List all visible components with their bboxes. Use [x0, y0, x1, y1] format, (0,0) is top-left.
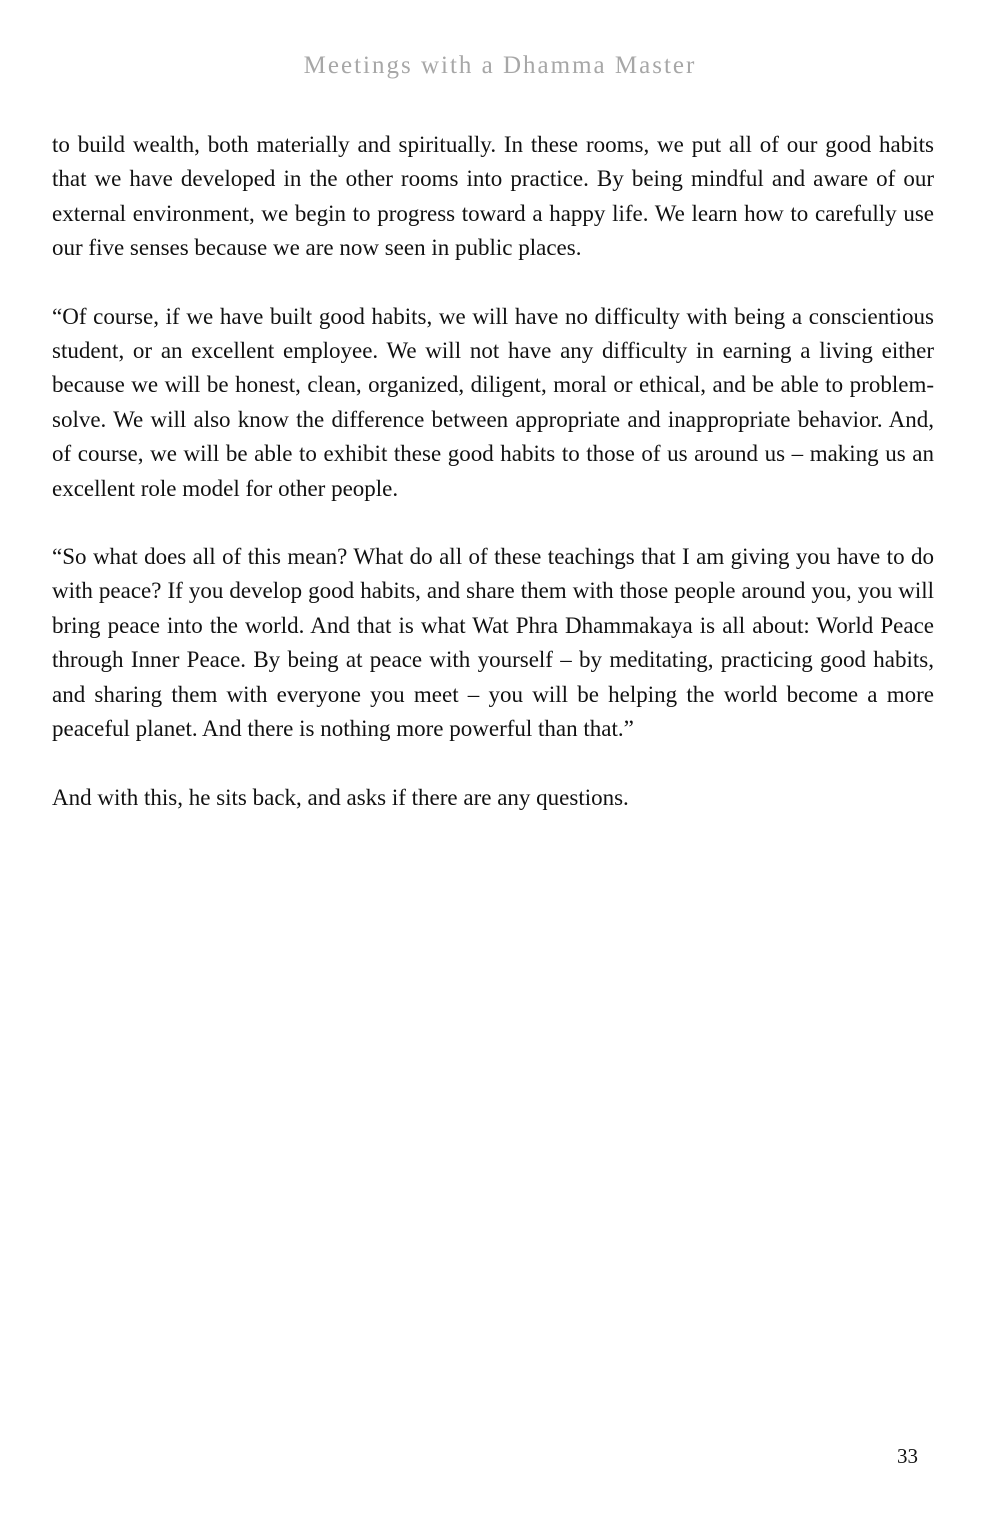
page-number: 33 [897, 1444, 918, 1468]
running-header: Meetings with a Dhamma Master [303, 52, 697, 79]
paragraph: to build wealth, both materially and spiritually. In these rooms, we put all of our good habits that we have developed in the other rooms into practice. By being mindful and aware of our external environment, we begin to progress toward a happy life. We learn how to carefully use our five senses because we are now seen in public places. [52, 132, 934, 261]
paragraph: And with this, he sits back, and asks if there are any questions. [52, 784, 629, 810]
paragraph: “Of course, if we have built good habits, we will have no difficulty with being a conscientious student, or an excellent employee. We will not have any difficulty in earning a living either because we will be honest, clean, organized, diligent, moral or ethical, and be able to problem-solve. We will also know the difference between appropriate and inappropriate behavior. And, of course, we will be able to exhibit these good habits to those of us around us – making us an excellent role model for other people. [52, 303, 934, 501]
body-text [52, 128, 934, 849]
paragraph: “So what does all of this mean? What do all of these teachings that I am giving you have to do with peace? If you develop good habits, and share them with those people around you, you will bring peace into the world. And that is what Wat Phra Dhammakaya is all about: World Peace through Inner Peace. By being at peace with yourself – by meditating, practicing good habits, and sharing them with everyone you meet – you will be helping the world become a more peaceful planet. And there is nothing more powerful than that.” [52, 544, 934, 742]
